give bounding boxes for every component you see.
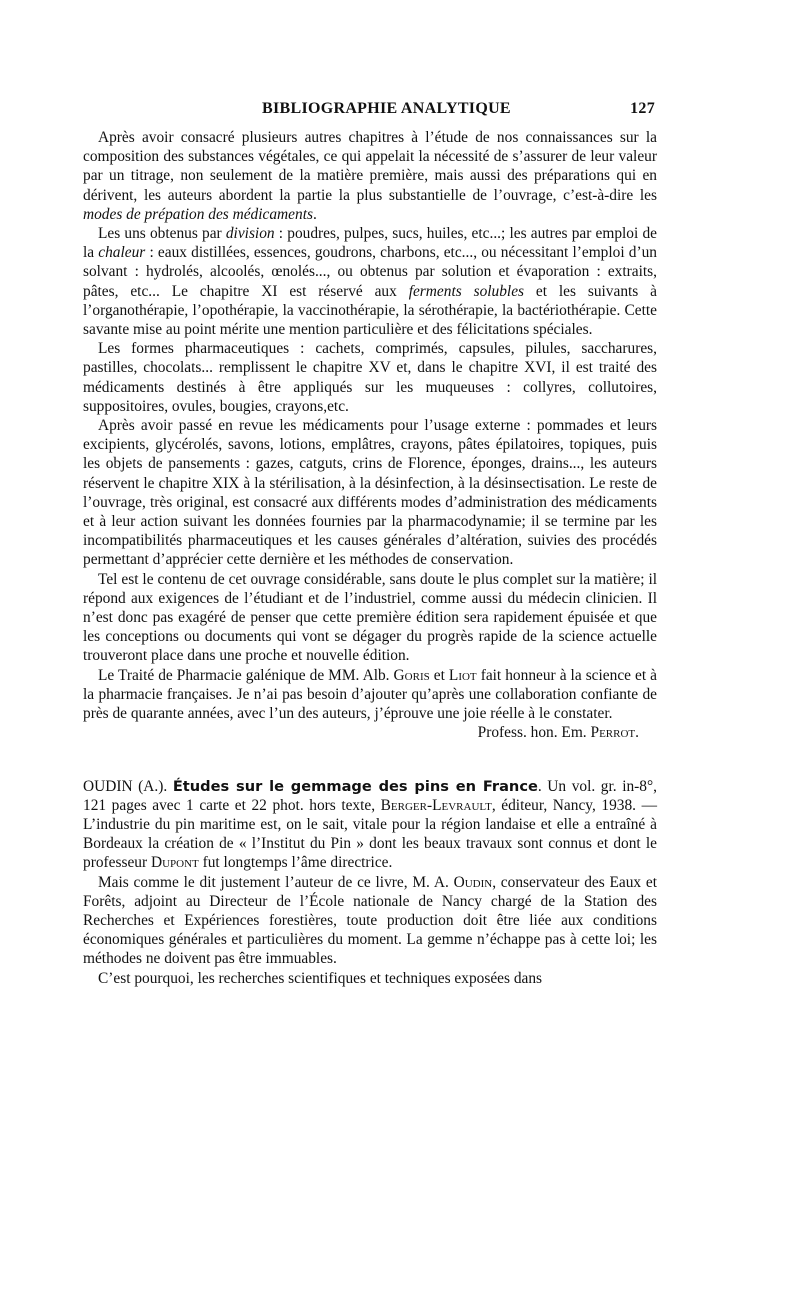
review1-paragraph-4: Après avoir passé en revue les médicaments pour l’usage externe : pommades et leurs excipients, glycérolés, savons, lotions, emplâtres, crayons, pâtes épilatoires, topiques, puis les objets de pansements : gazes, catguts, crins de Florence, éponges, drains..., les auteurs réservent le chapitre XIX à la stérilisation, à la désinfection, à la désinsectisation. Le reste de l’ouvrage, très original, est consacré aux différents modes d’administration des médicaments et à leur action suivant les données fournies par la pharmacodynamie; il se termine par les incompatibilités pharmaceutiques et les causes générales d’altération, suivies des procédés permettant d’apprécier cette dernière et les méthodes de conservation. xyxy=(83,417,657,569)
review1-paragraph-2: Les uns obtenus par division : poudres, pulpes, sucs, huiles, etc...; les autres par emploi de la chaleur : eaux distillées, essences, goudrons, charbons, etc..., ou nécessitant l’emploi d’un solvant : hydrolés, alcoolés, œnolés..., ou obtenus par solution et évaporation : extraits, pâtes, etc... Le chapitre XI est réservé aux ferments solubles et les suivants à l’organothérapie, l’opothérapie, la vaccinothérapie, la sérothérapie, la bactériothérapie. Cette savante mise au point mérite une mention particulière et des félicitations spéciales. xyxy=(83,225,657,339)
review2-author: OUDIN (A.). xyxy=(83,777,168,795)
review2-paragraph-2: Mais comme le dit justement l’auteur de ce livre, M. A. Oudin, conservateur des Eaux et Forêts, adjoint au Directeur de l’École nationale de Nancy chargé de la Station des Recherches et Expériences forestières, toute production doit être liée aux conditions économiques générales et particulières du moment. La gemme n’échappe pas à cette loi; les méthodes ne doivent pas être immuables. xyxy=(83,873,658,968)
review1-paragraph-1: Après avoir consacré plusieurs autres chapitres à l’étude de nos connaissances sur la composition des substances végétales, ce qui appelait la nécessité de s’assurer de leur valeur par un titrage, non seulement de la matière première, mais aussi des préparations qui en dérivent, les auteurs abordent la partie la plus substantielle de l’ouvrage, c’est-à-dire les modes de prépation des médicaments. xyxy=(83,129,657,223)
page-number: 127 xyxy=(630,100,655,117)
review2-paragraph-3: C’est pourquoi, les recherches scientifiques et techniques exposées dans xyxy=(98,969,543,987)
page-body xyxy=(83,128,657,988)
review1-paragraph-3: Les formes pharmaceutiques : cachets, comprimés, capsules, pilules, saccharures, pastilles, chocolats... remplissent le chapitre XV et, dans le chapitre XVI, il est traité des médicaments destinés à être appliqués sur les muqueuses : collyres, collutoires, suppositoires, ovules, bougies, crayons,etc. xyxy=(83,340,657,415)
review2-paragraph-1: OUDIN (A.). Études sur le gemmage des pins en France. Un vol. gr. in-8°, 121 pages avec 1 carte et 22 phot. hors texte, Berger-Levrault, éditeur, Nancy, 1938. — L’industrie du pin maritime est, on le sait, vitale pour la région landaise et elle a entraîné à Bordeaux la création de « l’Institut du Pin » dont les beaux travaux sont connus et dont le professeur Dupont fut longtemps l’âme directrice. xyxy=(83,777,658,872)
section-gap xyxy=(83,743,657,777)
running-header xyxy=(0,100,800,124)
review2-book-title: Études sur le gemmage des pins en France xyxy=(172,777,538,795)
review1-signature: Profess. hon. Em. Perrot. xyxy=(477,724,639,742)
header-title: BIBLIOGRAPHIE ANALYTIQUE xyxy=(262,100,511,117)
review1-paragraph-5: Tel est le contenu de cet ouvrage considérable, sans doute le plus complet sur la matière; il répond aux exigences de l’étudiant et de l’industriel, comme aussi du médecin clinicien. Il n’est donc pas exagéré de penser que cette première édition sera rapidement épuisée et que les conceptions ou documents qui vont se dégager du progrès rapide de la science actuelle trouveront place dans une proche et nouvelle édition. xyxy=(83,570,657,665)
review1-paragraph-6: Le Traité de Pharmacie galénique de MM. Alb. Goris et Liot fait honneur à la science et à la pharmacie françaises. Je n’ai pas besoin d’ajouter qu’après une collaboration confiante de près de quarante années, avec l’un des auteurs, j’éprouve une joie réelle à le constater. xyxy=(83,666,657,723)
